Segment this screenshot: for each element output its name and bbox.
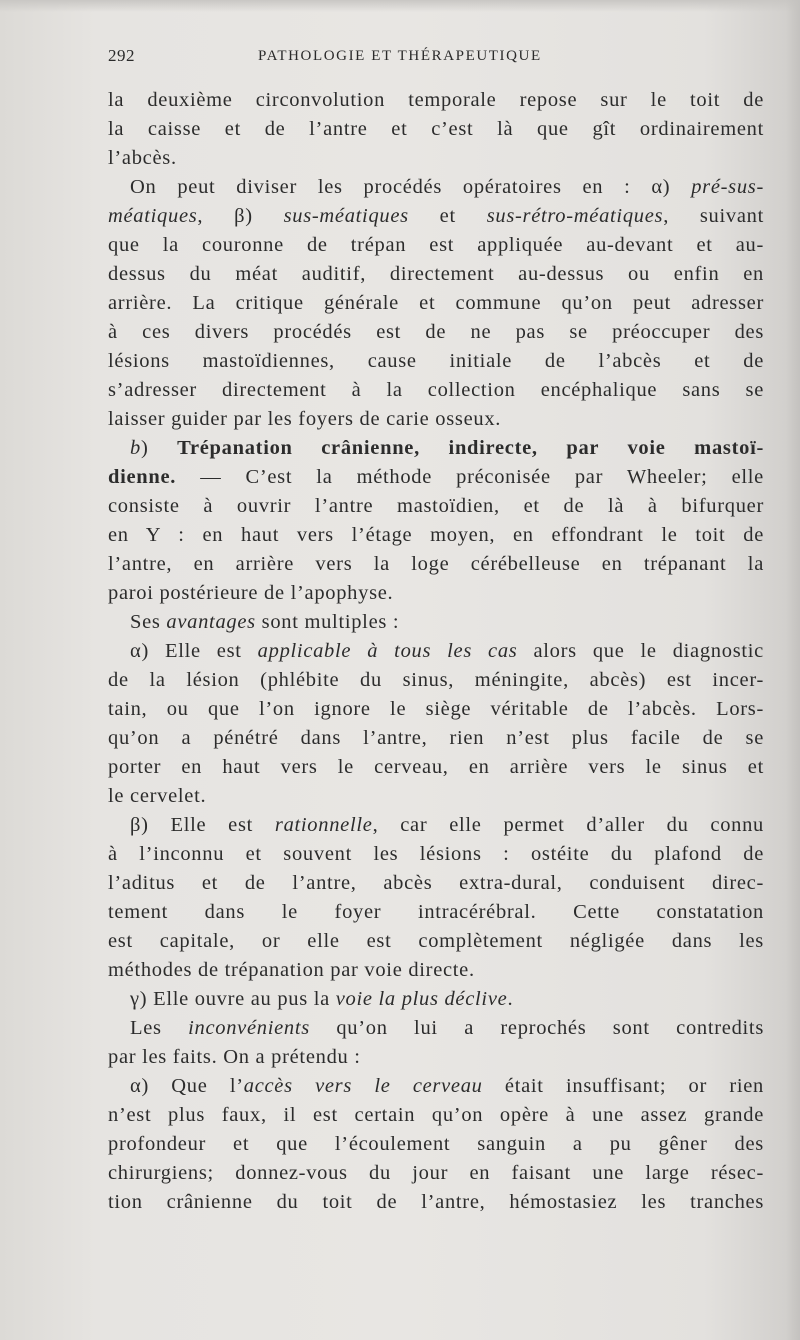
section-heading-line [108,434,764,463]
text-line: paroi postérieure de l’apophyse. [108,582,394,604]
text-line: le cervelet. [108,785,207,807]
line-segment: était insuffisant; or rien [482,1075,764,1097]
text-line: laisser guider par les foyers de carie osseux. [108,408,502,430]
page-gutter-shadow [786,0,800,1340]
italic-term: sus-rétro-méatiques [486,205,664,227]
text-line: lésions mastoïdiennes, cause initiale de l’abcès et de [108,350,764,372]
section-heading: dienne. [108,466,177,488]
text-line: la deuxième circonvolution temporale repose sur le toit de [108,89,764,111]
page-header [108,46,764,72]
text-line: de la lésion (phlébite du sinus, méningite, abcès) est incer- [108,669,764,691]
text-line: l’aditus et de l’antre, abcès extra-dural, conduisent direc- [108,872,764,894]
text-line: tion crânienne du toit de l’antre, hémostasiez les tranches [108,1191,764,1213]
text-line: à l’inconnu et souvent les lésions : ostéite du plafond de [108,843,764,865]
line-segment: , car elle permet d’aller du connu [372,814,764,836]
italic-term: pré-sus- [691,176,764,198]
text-line: profondeur et que l’écoulement sanguin a pu gêner des [108,1133,764,1155]
page-number: 292 [108,46,135,65]
text-line: consiste à ouvrir l’antre mastoïdien, et de là à bifurquer [108,495,764,517]
body-text [108,86,764,1217]
italic-term: accès vers le cerveau [243,1075,483,1097]
text-line: méthodes de trépanation par voie directe. [108,959,475,981]
text-line [108,1014,764,1043]
line-segment: . [507,988,514,1010]
text-line: que la couronne de trépan est appliquée au-devant et au- [108,234,764,256]
text-line: la caisse et de l’antre et c’est là que gît ordinairement [108,118,764,140]
italic-term: applicable à tous les cas [257,640,518,662]
text-line [108,463,764,492]
section-heading: Trépanation crânienne, indirecte, par voie mastoï- [177,437,764,459]
line-segment: β) Elle est [130,814,275,836]
text-line [108,811,764,840]
text-line: à ces divers procédés est de ne pas se préoccuper des [108,321,764,343]
text-line: en Y : en haut vers l’étage moyen, en effondrant le toit de [108,524,764,546]
text-line: par les faits. On a prétendu : [108,1046,361,1068]
page-top-shadow [0,0,800,12]
text-line: tain, ou que l’on ignore le siège véritable de l’abcès. Lors- [108,698,764,720]
line-segment: , suivant [663,205,764,227]
line-segment: α) Que l’ [130,1075,244,1097]
text-line [108,202,764,231]
line-segment: ) [140,437,178,459]
line-segment: — C’est la méthode préconisée par Wheeler; elle [176,466,764,488]
text-line: l’abcès. [108,147,177,169]
line-segment: γ) Elle ouvre au pus la [130,988,336,1010]
text-line: porter en haut vers le cerveau, en arrière vers le sinus et [108,756,764,778]
text-line [108,637,764,666]
section-letter: b [130,437,141,459]
italic-term: rationnelle [274,814,373,836]
text-line [108,608,764,637]
text-line: n’est plus faux, il est certain qu’on opère à une assez grande [108,1104,764,1126]
text-line: s’adresser directement à la collection encéphalique sans se [108,379,764,401]
text-line: chirurgiens; donnez-vous du jour en faisant une large résec- [108,1162,764,1184]
italic-term: inconvénients [188,1017,310,1039]
line-segment: sont multiples : [255,611,400,633]
italic-term: méatiques [108,205,198,227]
line-segment: On peut diviser les procédés opératoires en : α) [130,176,692,198]
line-segment: α) Elle est [130,640,258,662]
line-segment: qu’on lui a reprochés sont contredits [309,1017,764,1039]
line-segment: , β) [197,205,284,227]
text-line: est capitale, or elle est complètement négligée dans les [108,930,764,952]
text-line [108,985,764,1014]
line-segment: alors que le diagnostic [517,640,764,662]
text-line: tement dans le foyer intracérébral. Cette constatation [108,901,764,923]
line-segment: Les [130,1017,189,1039]
text-line: dessus du méat auditif, directement au-dessus ou enfin en [108,263,764,285]
italic-term: sus-méatiques [283,205,409,227]
text-line [108,1072,764,1101]
text-line: arrière. La critique générale et commune qu’on peut adresser [108,292,764,314]
line-segment: Ses [130,611,167,633]
running-title: PATHOLOGIE ET THÉRAPEUTIQUE [258,48,542,64]
text-line: l’antre, en arrière vers la loge cérébelleuse en trépanant la [108,553,764,575]
text-line: qu’on a pénétré dans l’antre, rien n’est plus facile de se [108,727,764,749]
italic-term: voie la plus déclive [335,988,508,1010]
text-line [108,173,764,202]
line-segment: et [408,205,487,227]
italic-term: avantages [166,611,256,633]
